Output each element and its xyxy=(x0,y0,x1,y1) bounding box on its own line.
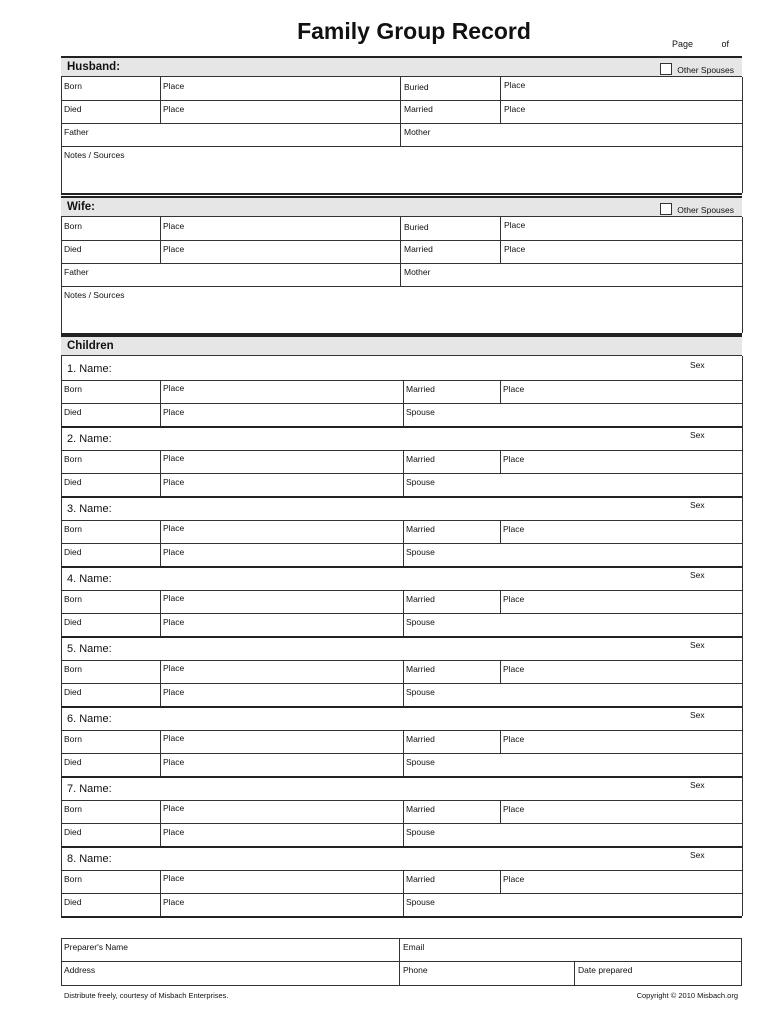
husband-died-field[interactable] xyxy=(62,100,161,123)
child-3-born-place-field[interactable] xyxy=(161,520,403,543)
child-2-born-place-label: Place xyxy=(163,453,185,463)
husband-married-place-field[interactable] xyxy=(501,100,742,123)
preparer-phone-label: Phone xyxy=(403,965,428,975)
wife-died-field[interactable] xyxy=(62,240,161,263)
child-6-died-place-label: Place xyxy=(163,757,185,767)
child-6-died-label: Died xyxy=(64,757,82,767)
husband-father-field[interactable] xyxy=(62,123,401,146)
child-1-spouse-field[interactable] xyxy=(404,403,742,426)
child-6-born-place-label: Place xyxy=(163,733,185,743)
husband-mother-label: Mother xyxy=(404,127,431,137)
child-5-spouse-field[interactable] xyxy=(404,683,742,706)
husband-bottom-line xyxy=(61,193,742,195)
child-3-name-label: 3. Name: xyxy=(67,503,112,515)
child-8-married-field[interactable] xyxy=(404,870,500,893)
child-4-name-label: 4. Name: xyxy=(67,573,112,585)
child-1-died-place-field[interactable] xyxy=(161,403,403,426)
child-8-spouse-field[interactable] xyxy=(404,893,742,916)
wife-other-spouses-label: Other Spouses xyxy=(677,205,734,215)
child-3-spouse-field[interactable] xyxy=(404,543,742,566)
child-4-spouse-field[interactable] xyxy=(404,613,742,636)
child-4-born-label: Born xyxy=(64,594,82,604)
child-6-name-field[interactable] xyxy=(120,709,680,729)
husband-notes-field[interactable] xyxy=(62,146,743,193)
child-8-died-label: Died xyxy=(64,897,82,907)
wife-father-field[interactable] xyxy=(62,263,401,286)
child-8-born-field[interactable] xyxy=(62,870,161,893)
preparer-phone-field[interactable] xyxy=(400,962,574,985)
child-3-died-field[interactable] xyxy=(62,543,161,566)
child-7-name-label: 7. Name: xyxy=(67,783,112,795)
child-3-born-label: Born xyxy=(64,524,82,534)
child-6-born-place-field[interactable] xyxy=(161,730,403,753)
child-1-sex-label: Sex xyxy=(690,360,705,370)
child-5-married-place-label: Place xyxy=(503,664,525,674)
wife-notes-label: Notes / Sources xyxy=(64,290,125,300)
child-2-died-place-label: Place xyxy=(163,477,185,487)
child-3-married-label: Married xyxy=(406,524,435,534)
child-7-name-field[interactable] xyxy=(120,779,680,799)
husband-other-spouses-label: Other Spouses xyxy=(677,65,734,75)
husband-other-spouses-checkbox[interactable] xyxy=(660,63,672,75)
child-7-married-field[interactable] xyxy=(404,800,500,823)
child-1-died-field[interactable] xyxy=(62,403,161,426)
child-4-born-place-field[interactable] xyxy=(161,590,403,613)
husband-mother-field[interactable] xyxy=(401,123,742,146)
wife-married-field[interactable] xyxy=(401,240,500,263)
wife-buried-place-label: Place xyxy=(504,220,526,230)
child-2-spouse-label: Spouse xyxy=(406,477,435,487)
child-6-died-place-field[interactable] xyxy=(161,753,403,776)
child-4-died-field[interactable] xyxy=(62,613,161,636)
husband-father-label: Father xyxy=(64,127,89,137)
child-4-married-place-field[interactable] xyxy=(501,590,742,613)
child-1-died-place-label: Place xyxy=(163,407,185,417)
child-7-born-field[interactable] xyxy=(62,800,161,823)
child-6-born-label: Born xyxy=(64,734,82,744)
wife-died-place-field[interactable] xyxy=(161,240,400,263)
husband-notes-label: Notes / Sources xyxy=(64,150,125,160)
children-heading: Children xyxy=(67,340,114,352)
wife-born-label: Born xyxy=(64,221,82,231)
child-5-top-line xyxy=(61,636,742,638)
child-3-married-place-label: Place xyxy=(503,524,525,534)
child-7-spouse-field[interactable] xyxy=(404,823,742,846)
child-6-married-field[interactable] xyxy=(404,730,500,753)
children-header xyxy=(61,335,742,356)
child-4-sex-label: Sex xyxy=(690,570,705,580)
child-2-died-place-field[interactable] xyxy=(161,473,403,496)
child-2-sex-label: Sex xyxy=(690,430,705,440)
wife-buried-place-field[interactable] xyxy=(501,217,742,240)
wife-buried-field[interactable] xyxy=(401,217,500,240)
preparer-date-field[interactable] xyxy=(575,962,741,985)
wife-father-label: Father xyxy=(64,267,89,277)
child-7-spouse-label: Spouse xyxy=(406,827,435,837)
child-2-born-field[interactable] xyxy=(62,450,161,473)
preparer-name-label: Preparer's Name xyxy=(64,942,128,952)
child-8-married-place-field[interactable] xyxy=(501,870,742,893)
child-1-born-label: Born xyxy=(64,384,82,394)
child-8-name-field[interactable] xyxy=(120,849,680,869)
child-3-married-field[interactable] xyxy=(404,520,500,543)
preparer-email-field[interactable] xyxy=(400,939,741,961)
child-6-married-place-label: Place xyxy=(503,734,525,744)
child-1-born-field[interactable] xyxy=(62,380,161,403)
form-title: Family Group Record xyxy=(297,18,531,44)
child-8-married-place-label: Place xyxy=(503,874,525,884)
wife-died-label: Died xyxy=(64,244,82,254)
footer-credit: Distribute freely, courtesy of Misbach Enterprises. xyxy=(64,991,229,1000)
wife-born-field[interactable] xyxy=(62,217,161,240)
preparer-name-field[interactable] xyxy=(62,939,399,961)
husband-died-place-label: Place xyxy=(163,104,185,114)
child-7-sex-label: Sex xyxy=(690,780,705,790)
child-4-top-line xyxy=(61,566,742,568)
child-2-top-line xyxy=(61,426,742,428)
child-5-name-label: 5. Name: xyxy=(67,643,112,655)
preparer-email-label: Email xyxy=(403,942,425,952)
page-label: Page xyxy=(672,39,694,49)
child-3-top-line xyxy=(61,496,742,498)
child-6-spouse-label: Spouse xyxy=(406,757,435,767)
husband-born-field[interactable] xyxy=(62,77,161,100)
wife-header xyxy=(61,196,742,217)
wife-mother-label: Mother xyxy=(404,267,431,277)
child-1-married-place-label: Place xyxy=(503,384,525,394)
child-7-died-field[interactable] xyxy=(62,823,161,846)
husband-heading: Husband: xyxy=(67,61,121,73)
child-6-name-label: 6. Name: xyxy=(67,713,112,725)
child-1-name-label: 1. Name: xyxy=(67,363,112,375)
child-7-born-label: Born xyxy=(64,804,82,814)
husband-married-label: Married xyxy=(404,104,433,114)
child-2-born-place-field[interactable] xyxy=(161,450,403,473)
husband-header xyxy=(61,56,742,77)
footer-copyright: Copyright © 2010 Misbach.org xyxy=(636,991,738,1000)
child-5-died-place-field[interactable] xyxy=(161,683,403,706)
child-8-married-label: Married xyxy=(406,874,435,884)
child-4-died-place-field[interactable] xyxy=(161,613,403,636)
child-4-died-label: Died xyxy=(64,617,82,627)
child-1-born-place-label: Place xyxy=(163,383,185,393)
child-6-died-field[interactable] xyxy=(62,753,161,776)
husband-born-place-field[interactable] xyxy=(161,77,400,100)
child-2-married-place-field[interactable] xyxy=(501,450,742,473)
child-5-born-place-field[interactable] xyxy=(161,660,403,683)
child-4-name-field[interactable] xyxy=(120,569,680,589)
child-6-sex-label: Sex xyxy=(690,710,705,720)
child-8-died-place-label: Place xyxy=(163,897,185,907)
wife-buried-label: Buried xyxy=(404,222,429,232)
child-4-married-label: Married xyxy=(406,594,435,604)
child-5-married-place-field[interactable] xyxy=(501,660,742,683)
child-3-died-place-field[interactable] xyxy=(161,543,403,566)
child-1-married-label: Married xyxy=(406,384,435,394)
child-2-married-label: Married xyxy=(406,454,435,464)
child-1-spouse-label: Spouse xyxy=(406,407,435,417)
child-5-sex-label: Sex xyxy=(690,640,705,650)
child-3-name-field[interactable] xyxy=(120,499,680,519)
child-2-died-field[interactable] xyxy=(62,473,161,496)
child-2-name-label: 2. Name: xyxy=(67,433,112,445)
child-1-married-place-field[interactable] xyxy=(501,380,742,403)
child-4-born-place-label: Place xyxy=(163,593,185,603)
child-2-born-label: Born xyxy=(64,454,82,464)
child-7-married-label: Married xyxy=(406,804,435,814)
child-6-married-label: Married xyxy=(406,734,435,744)
wife-born-place-label: Place xyxy=(163,221,185,231)
child-8-top-line xyxy=(61,846,742,848)
child-4-born-field[interactable] xyxy=(62,590,161,613)
husband-born-place-label: Place xyxy=(163,81,185,91)
child-5-married-field[interactable] xyxy=(404,660,500,683)
husband-buried-place-label: Place xyxy=(504,80,526,90)
child-1-died-label: Died xyxy=(64,407,82,417)
child-4-married-field[interactable] xyxy=(404,590,500,613)
child-5-died-place-label: Place xyxy=(163,687,185,697)
child-7-died-place-label: Place xyxy=(163,827,185,837)
child-4-married-place-label: Place xyxy=(503,594,525,604)
child-5-died-field[interactable] xyxy=(62,683,161,706)
child-5-spouse-label: Spouse xyxy=(406,687,435,697)
child-8-sex-label: Sex xyxy=(690,850,705,860)
child-8-born-place-field[interactable] xyxy=(161,870,403,893)
husband-other-spouses[interactable] xyxy=(660,63,734,75)
child-2-married-place-label: Place xyxy=(503,454,525,464)
wife-other-spouses[interactable] xyxy=(660,203,734,215)
children-right-border xyxy=(742,356,743,916)
child-3-born-place-label: Place xyxy=(163,523,185,533)
child-4-died-place-label: Place xyxy=(163,617,185,627)
husband-married-field[interactable] xyxy=(401,100,500,123)
child-5-born-label: Born xyxy=(64,664,82,674)
child-5-married-label: Married xyxy=(406,664,435,674)
child-3-died-label: Died xyxy=(64,547,82,557)
child-7-top-line xyxy=(61,776,742,778)
child-7-born-place-field[interactable] xyxy=(161,800,403,823)
child-5-name-field[interactable] xyxy=(120,639,680,659)
child-3-married-place-field[interactable] xyxy=(501,520,742,543)
children-bottom-line xyxy=(61,916,742,918)
child-8-born-place-label: Place xyxy=(163,873,185,883)
husband-buried-field[interactable] xyxy=(401,77,500,100)
child-6-born-field[interactable] xyxy=(62,730,161,753)
preparer-address-label: Address xyxy=(64,965,96,975)
wife-notes-field[interactable] xyxy=(62,286,743,333)
child-6-top-line xyxy=(61,706,742,708)
child-8-died-place-field[interactable] xyxy=(161,893,403,916)
child-8-died-field[interactable] xyxy=(62,893,161,916)
child-1-name-field[interactable] xyxy=(120,359,680,379)
of-label: of xyxy=(721,39,730,49)
child-7-born-place-label: Place xyxy=(163,803,185,813)
wife-other-spouses-checkbox[interactable] xyxy=(660,203,672,215)
husband-died-place-field[interactable] xyxy=(161,100,400,123)
child-5-died-label: Died xyxy=(64,687,82,697)
child-8-spouse-label: Spouse xyxy=(406,897,435,907)
child-2-name-field[interactable] xyxy=(120,429,680,449)
husband-buried-label: Buried xyxy=(404,82,429,92)
child-6-married-place-field[interactable] xyxy=(501,730,742,753)
child-3-sex-label: Sex xyxy=(690,500,705,510)
husband-buried-place-field[interactable] xyxy=(501,77,742,100)
preparer-address-field[interactable] xyxy=(62,962,399,985)
child-2-married-field[interactable] xyxy=(404,450,500,473)
husband-married-place-label: Place xyxy=(504,104,526,114)
child-7-married-place-label: Place xyxy=(503,804,525,814)
preparer-date-label: Date prepared xyxy=(578,965,633,975)
child-2-spouse-field[interactable] xyxy=(404,473,742,496)
child-2-died-label: Died xyxy=(64,477,82,487)
page-number xyxy=(672,39,729,49)
child-7-died-place-field[interactable] xyxy=(161,823,403,846)
child-8-name-label: 8. Name: xyxy=(67,853,112,865)
wife-married-place-field[interactable] xyxy=(501,240,742,263)
wife-heading: Wife: xyxy=(67,201,96,213)
child-1-married-field[interactable] xyxy=(404,380,500,403)
child-3-born-field[interactable] xyxy=(62,520,161,543)
child-5-born-place-label: Place xyxy=(163,663,185,673)
child-6-spouse-field[interactable] xyxy=(404,753,742,776)
wife-mother-field[interactable] xyxy=(401,263,742,286)
child-4-spouse-label: Spouse xyxy=(406,617,435,627)
husband-died-label: Died xyxy=(64,104,82,114)
child-7-died-label: Died xyxy=(64,827,82,837)
child-3-spouse-label: Spouse xyxy=(406,547,435,557)
child-7-married-place-field[interactable] xyxy=(501,800,742,823)
wife-born-place-field[interactable] xyxy=(161,217,400,240)
wife-married-label: Married xyxy=(404,244,433,254)
child-8-born-label: Born xyxy=(64,874,82,884)
child-5-born-field[interactable] xyxy=(62,660,161,683)
wife-married-place-label: Place xyxy=(504,244,526,254)
child-3-died-place-label: Place xyxy=(163,547,185,557)
husband-born-label: Born xyxy=(64,81,82,91)
wife-died-place-label: Place xyxy=(163,244,185,254)
child-1-born-place-field[interactable] xyxy=(161,380,403,403)
